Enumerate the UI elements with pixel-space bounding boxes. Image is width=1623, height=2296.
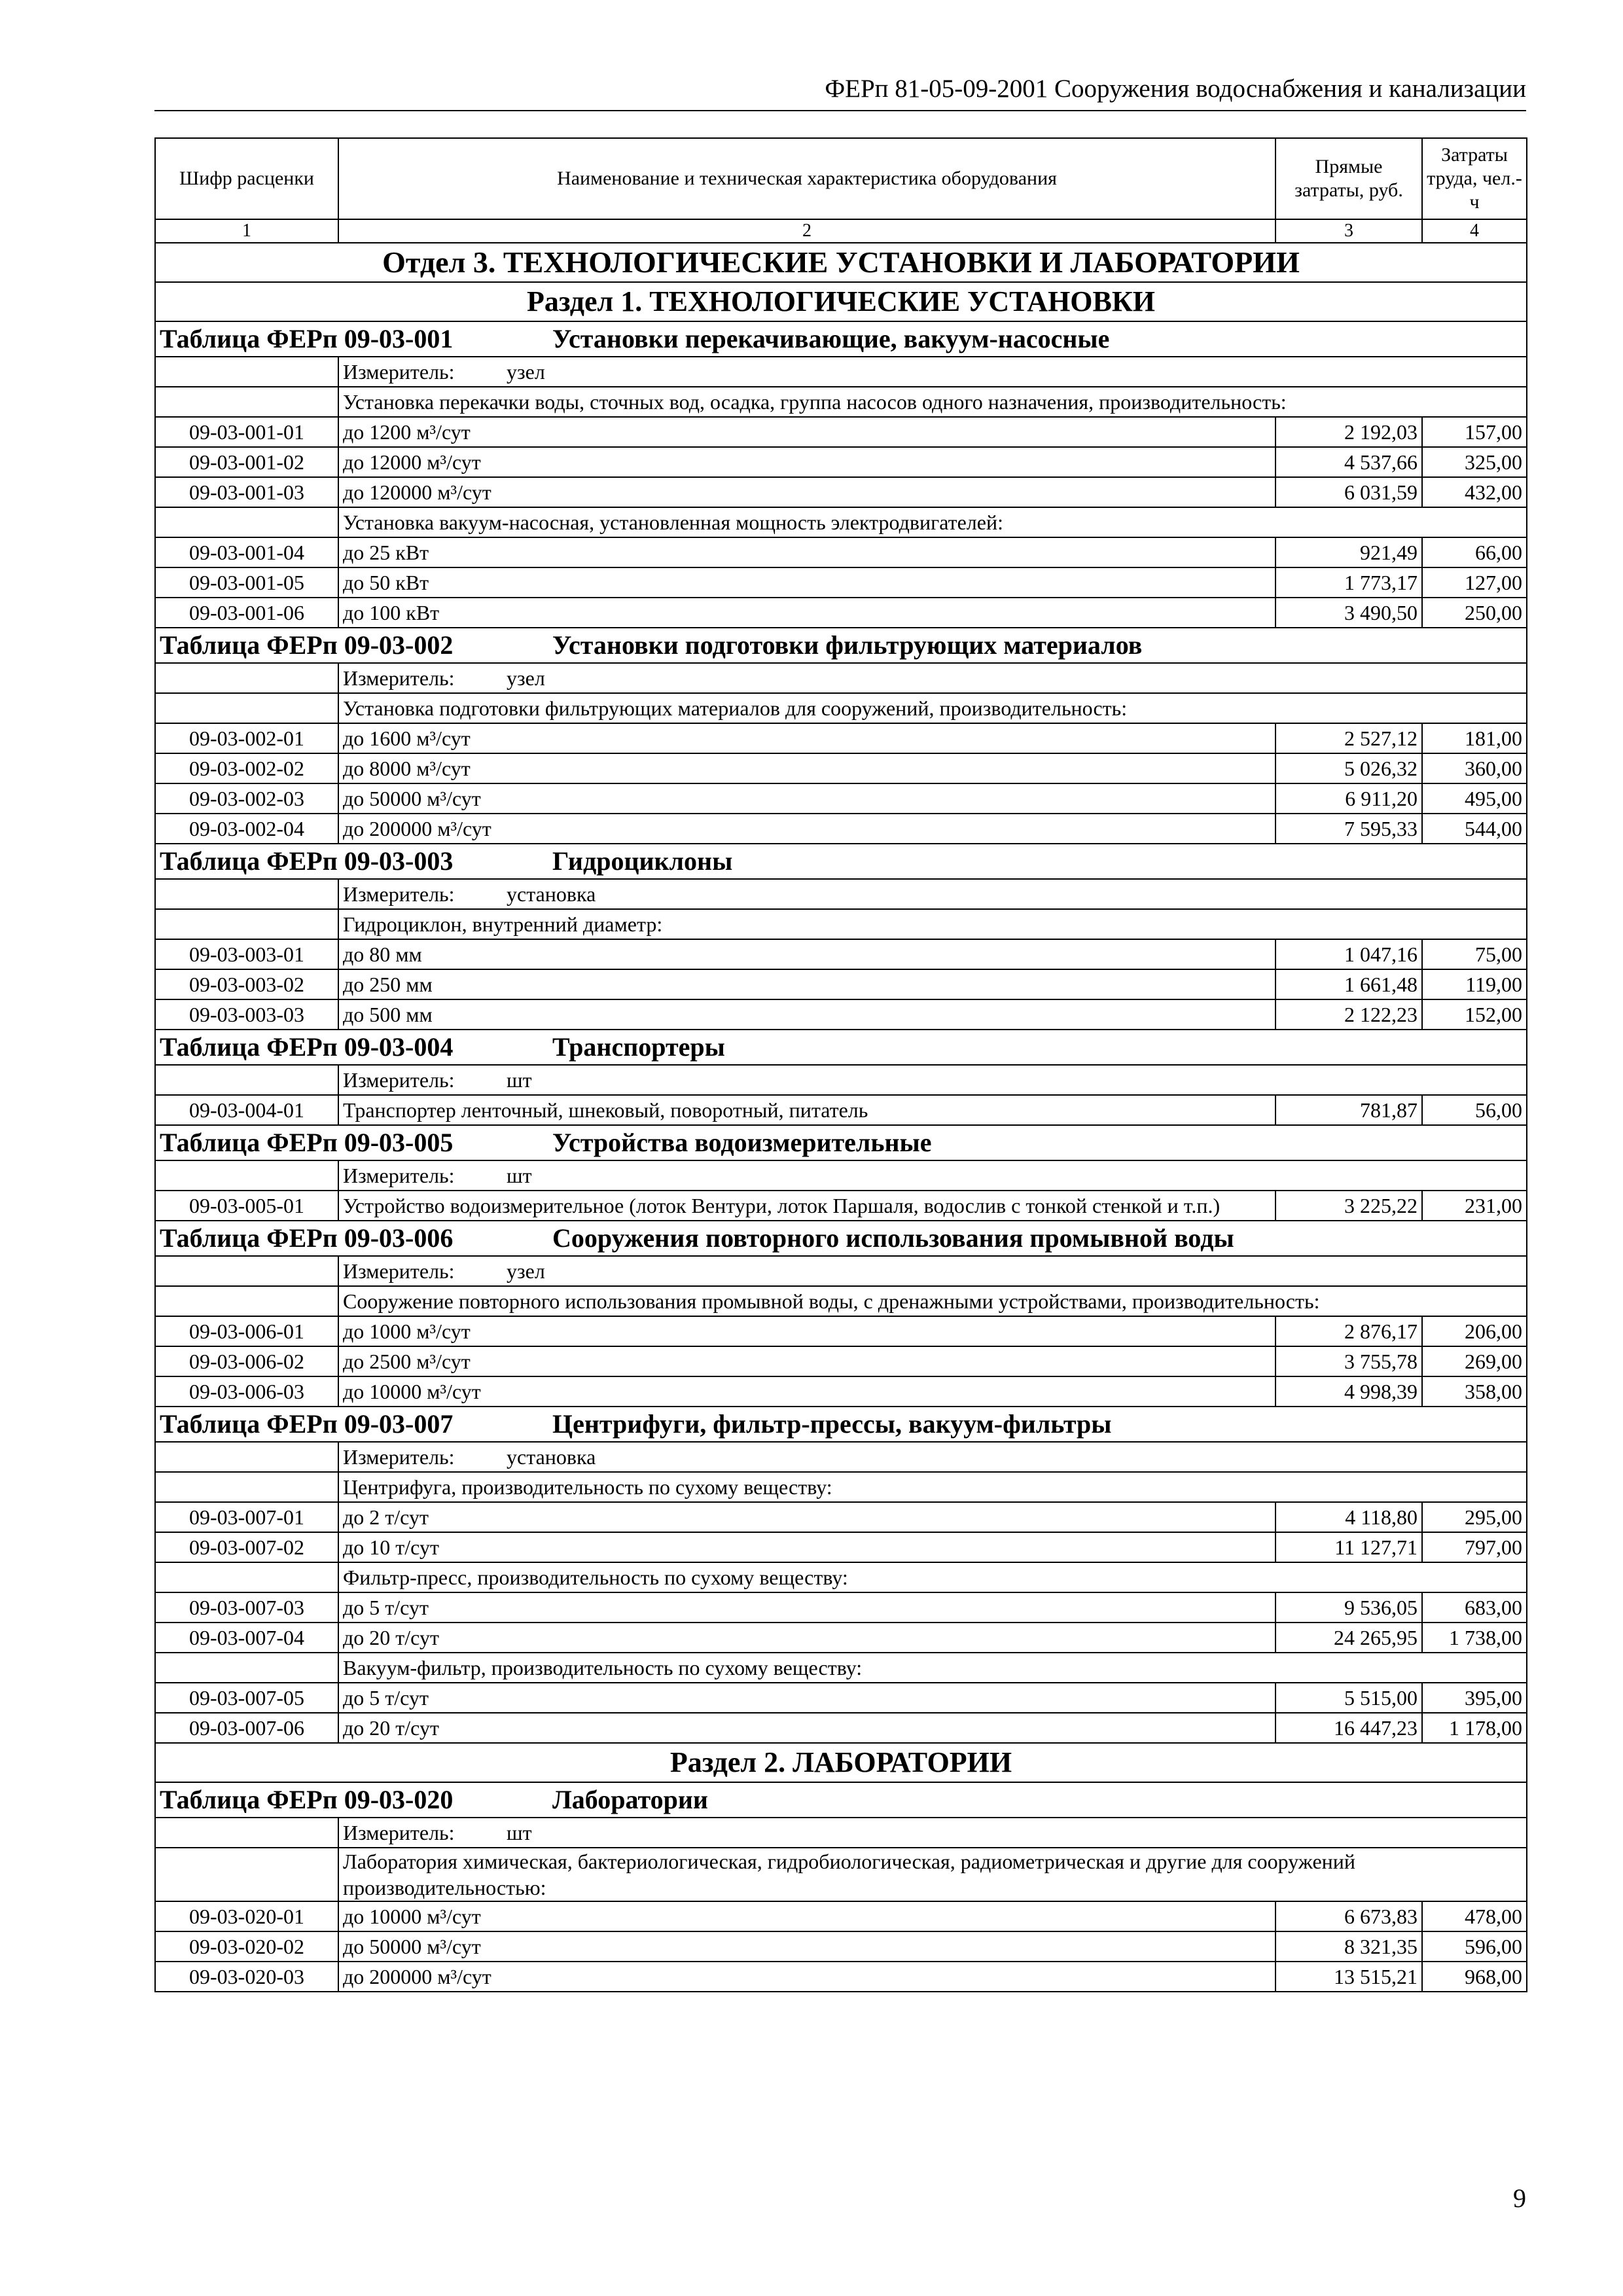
header-title: ФЕРп 81-05-09-2001 Сооружения водоснабжения и канализации — [825, 75, 1526, 103]
measure-label: Измеритель: — [343, 1821, 455, 1844]
department-heading: Отдел 3. ТЕХНОЛОГИЧЕСКИЕ УСТАНОВКИ И ЛАБОРАТОРИИ — [155, 243, 1527, 282]
labor-cost: 66,00 — [1422, 537, 1527, 567]
measure-value: узел — [507, 360, 545, 384]
price-code: 09-03-006-02 — [155, 1346, 338, 1376]
col-index: 3 — [1275, 219, 1422, 243]
group-description: Установка перекачки воды, сточных вод, осадка, группа насосов одного назначения, производительность: — [338, 387, 1527, 417]
measure-value: узел — [507, 666, 545, 690]
table-row — [155, 1346, 1527, 1376]
price-code: 09-03-002-01 — [155, 723, 338, 753]
labor-cost: 157,00 — [1422, 417, 1527, 447]
labor-cost: 56,00 — [1422, 1095, 1527, 1125]
measure-unit — [338, 1065, 1527, 1095]
direct-cost: 16 447,23 — [1275, 1713, 1422, 1743]
direct-cost: 5 026,32 — [1275, 753, 1422, 783]
table-title: Транспортеры — [552, 1032, 725, 1062]
direct-cost: 4 998,39 — [1275, 1376, 1422, 1407]
direct-cost: 6 673,83 — [1275, 1901, 1422, 1931]
measure-label: Измеритель: — [343, 1445, 455, 1469]
empty-cell — [155, 357, 338, 387]
table-title: Гидроциклоны — [552, 846, 733, 876]
group-description-row — [155, 1653, 1527, 1683]
col-header-labor: Затраты труда, чел.-ч — [1422, 138, 1527, 219]
empty-cell — [155, 1653, 338, 1683]
table-title: Установки перекачивающие, вакуум-насосные — [552, 324, 1110, 353]
item-name: до 100 кВт — [338, 598, 1275, 628]
labor-cost: 596,00 — [1422, 1931, 1527, 1962]
col-index: 1 — [155, 219, 338, 243]
group-description-row — [155, 387, 1527, 417]
table-code: Таблица ФЕРп 09-03-002 — [160, 630, 454, 660]
measure-unit-row — [155, 663, 1527, 693]
price-code: 09-03-007-02 — [155, 1532, 338, 1562]
measure-unit-row — [155, 1442, 1527, 1472]
empty-cell — [155, 1472, 338, 1502]
direct-cost: 13 515,21 — [1275, 1962, 1422, 1992]
item-name: Устройство водоизмерительное (лоток Вентури, лоток Паршаля, водослив с тонкой стенкой и т.п.) — [338, 1191, 1275, 1221]
table-code: Таблица ФЕРп 09-03-006 — [160, 1223, 454, 1253]
table-row — [155, 1962, 1527, 1992]
table-row — [155, 999, 1527, 1030]
price-code: 09-03-002-02 — [155, 753, 338, 783]
price-code: 09-03-001-04 — [155, 537, 338, 567]
table-heading — [155, 844, 1527, 879]
labor-cost: 495,00 — [1422, 783, 1527, 814]
table-heading — [155, 1221, 1527, 1256]
table-row — [155, 1931, 1527, 1962]
labor-cost: 360,00 — [1422, 753, 1527, 783]
measure-unit-row — [155, 357, 1527, 387]
measure-unit — [338, 1818, 1527, 1848]
item-name: Транспортер ленточный, шнековый, поворотный, питатель — [338, 1095, 1275, 1125]
table-row — [155, 1532, 1527, 1562]
table-row — [155, 1095, 1527, 1125]
direct-cost: 7 595,33 — [1275, 814, 1422, 844]
table-row — [155, 814, 1527, 844]
item-name: до 50000 м³/сут — [338, 783, 1275, 814]
table-body — [155, 243, 1527, 1992]
labor-cost: 1 178,00 — [1422, 1713, 1527, 1743]
empty-cell — [155, 1442, 338, 1472]
group-description: Установка подготовки фильтрующих материалов для сооружений, производительность: — [338, 693, 1527, 723]
direct-cost: 8 321,35 — [1275, 1931, 1422, 1962]
table-row — [155, 1623, 1527, 1653]
labor-cost: 250,00 — [1422, 598, 1527, 628]
table-title: Устройства водоизмерительные — [552, 1128, 932, 1157]
group-description: Центрифуга, производительность по сухому веществу: — [338, 1472, 1527, 1502]
table-row — [155, 783, 1527, 814]
price-code: 09-03-007-01 — [155, 1502, 338, 1532]
price-code: 09-03-007-05 — [155, 1683, 338, 1713]
measure-label: Измеритель: — [343, 360, 455, 384]
table-heading — [155, 1030, 1527, 1065]
labor-cost: 683,00 — [1422, 1592, 1527, 1623]
empty-cell — [155, 1160, 338, 1191]
group-description-row — [155, 1472, 1527, 1502]
column-index-row — [155, 219, 1527, 243]
table-heading-row — [155, 844, 1527, 879]
labor-cost: 75,00 — [1422, 939, 1527, 969]
direct-cost: 2 122,23 — [1275, 999, 1422, 1030]
item-name: до 20 т/сут — [338, 1713, 1275, 1743]
labor-cost: 395,00 — [1422, 1683, 1527, 1713]
table-row — [155, 1683, 1527, 1713]
direct-cost: 781,87 — [1275, 1095, 1422, 1125]
direct-cost: 1 661,48 — [1275, 969, 1422, 999]
col-index: 4 — [1422, 219, 1527, 243]
empty-cell — [155, 1848, 338, 1901]
table-heading-row — [155, 1407, 1527, 1442]
empty-cell — [155, 507, 338, 537]
empty-cell — [155, 387, 338, 417]
table-heading-row — [155, 321, 1527, 357]
labor-cost: 432,00 — [1422, 477, 1527, 507]
page-header — [154, 73, 1526, 111]
group-description-row — [155, 1286, 1527, 1316]
group-description-row — [155, 1848, 1527, 1901]
price-code: 09-03-007-04 — [155, 1623, 338, 1653]
item-name: до 500 мм — [338, 999, 1275, 1030]
item-name: до 10000 м³/сут — [338, 1901, 1275, 1931]
price-code: 09-03-003-01 — [155, 939, 338, 969]
labor-cost: 325,00 — [1422, 447, 1527, 477]
direct-cost: 6 031,59 — [1275, 477, 1422, 507]
table-code: Таблица ФЕРп 09-03-004 — [160, 1032, 454, 1062]
table-code: Таблица ФЕРп 09-03-005 — [160, 1128, 454, 1157]
group-description: Лаборатория химическая, бактериологическая, гидробиологическая, радиометрическая и другие для сооружений производительностью: — [338, 1848, 1527, 1901]
price-code: 09-03-002-04 — [155, 814, 338, 844]
measure-unit — [338, 1256, 1527, 1286]
table-row — [155, 1901, 1527, 1931]
col-header-name: Наименование и техническая характеристика оборудования — [338, 138, 1275, 219]
col-index: 2 — [338, 219, 1275, 243]
labor-cost: 119,00 — [1422, 969, 1527, 999]
item-name: до 5 т/сут — [338, 1592, 1275, 1623]
labor-cost: 968,00 — [1422, 1962, 1527, 1992]
labor-cost: 181,00 — [1422, 723, 1527, 753]
item-name: до 20 т/сут — [338, 1623, 1275, 1653]
price-code: 09-03-001-06 — [155, 598, 338, 628]
table-code: Таблица ФЕРп 09-03-003 — [160, 846, 454, 876]
measure-unit — [338, 357, 1527, 387]
price-code: 09-03-001-02 — [155, 447, 338, 477]
direct-cost: 3 225,22 — [1275, 1191, 1422, 1221]
item-name: до 10 т/сут — [338, 1532, 1275, 1562]
empty-cell — [155, 1818, 338, 1848]
item-name: до 12000 м³/сут — [338, 447, 1275, 477]
column-header-row — [155, 138, 1527, 219]
group-description-row — [155, 693, 1527, 723]
table-row — [155, 567, 1527, 598]
page-number: 9 — [1513, 2183, 1526, 2213]
labor-cost: 152,00 — [1422, 999, 1527, 1030]
item-name: до 1200 м³/сут — [338, 417, 1275, 447]
item-name: до 50000 м³/сут — [338, 1931, 1275, 1962]
table-heading — [155, 1782, 1527, 1818]
table-heading-row — [155, 1125, 1527, 1160]
item-name: до 1000 м³/сут — [338, 1316, 1275, 1346]
price-code: 09-03-004-01 — [155, 1095, 338, 1125]
table-row — [155, 417, 1527, 447]
price-code: 09-03-007-03 — [155, 1592, 338, 1623]
section-heading-row — [155, 282, 1527, 321]
item-name: до 80 мм — [338, 939, 1275, 969]
table-row — [155, 1592, 1527, 1623]
measure-label: Измеритель: — [343, 666, 455, 690]
empty-cell — [155, 879, 338, 909]
measure-unit — [338, 1442, 1527, 1472]
labor-cost: 295,00 — [1422, 1502, 1527, 1532]
measure-unit — [338, 663, 1527, 693]
table-row — [155, 1316, 1527, 1346]
price-code: 09-03-006-01 — [155, 1316, 338, 1346]
direct-cost: 3 490,50 — [1275, 598, 1422, 628]
table-row — [155, 969, 1527, 999]
table-row — [155, 939, 1527, 969]
measure-unit — [338, 879, 1527, 909]
table-title: Лаборатории — [552, 1785, 708, 1814]
empty-cell — [155, 663, 338, 693]
labor-cost: 1 738,00 — [1422, 1623, 1527, 1653]
department-heading-row — [155, 243, 1527, 282]
table-heading-row — [155, 1782, 1527, 1818]
empty-cell — [155, 1562, 338, 1592]
price-code: 09-03-003-02 — [155, 969, 338, 999]
table-heading-row — [155, 628, 1527, 663]
table-row — [155, 1713, 1527, 1743]
item-name: до 10000 м³/сут — [338, 1376, 1275, 1407]
item-name: до 200000 м³/сут — [338, 1962, 1275, 1992]
empty-cell — [155, 1286, 338, 1316]
table-heading — [155, 628, 1527, 663]
group-description: Сооружение повторного использования промывной воды, с дренажными устройствами, производительность: — [338, 1286, 1527, 1316]
price-code: 09-03-020-03 — [155, 1962, 338, 1992]
measure-unit-row — [155, 879, 1527, 909]
measure-value: шт — [507, 1821, 532, 1844]
table-heading — [155, 1407, 1527, 1442]
direct-cost: 921,49 — [1275, 537, 1422, 567]
group-description-row — [155, 507, 1527, 537]
item-name: до 250 мм — [338, 969, 1275, 999]
direct-cost: 11 127,71 — [1275, 1532, 1422, 1562]
price-code: 09-03-001-03 — [155, 477, 338, 507]
measure-label: Измеритель: — [343, 1068, 455, 1092]
group-description: Гидроциклон, внутренний диаметр: — [338, 909, 1527, 939]
table-title: Установки подготовки фильтрующих материалов — [552, 630, 1143, 660]
direct-cost: 9 536,05 — [1275, 1592, 1422, 1623]
measure-unit-row — [155, 1065, 1527, 1095]
group-description: Установка вакуум-насосная, установленная мощность электродвигателей: — [338, 507, 1527, 537]
labor-cost: 206,00 — [1422, 1316, 1527, 1346]
section-heading-row — [155, 1743, 1527, 1782]
price-table — [154, 137, 1527, 1992]
direct-cost: 2 876,17 — [1275, 1316, 1422, 1346]
table-row — [155, 723, 1527, 753]
price-code: 09-03-007-06 — [155, 1713, 338, 1743]
item-name: до 120000 м³/сут — [338, 477, 1275, 507]
table-heading-row — [155, 1030, 1527, 1065]
item-name: до 5 т/сут — [338, 1683, 1275, 1713]
labor-cost: 231,00 — [1422, 1191, 1527, 1221]
section-heading: Раздел 2. ЛАБОРАТОРИИ — [155, 1743, 1527, 1782]
price-code: 09-03-020-02 — [155, 1931, 338, 1962]
measure-unit-row — [155, 1160, 1527, 1191]
col-header-cost: Прямые затраты, руб. — [1275, 138, 1422, 219]
price-code: 09-03-002-03 — [155, 783, 338, 814]
table-heading-row — [155, 1221, 1527, 1256]
item-name: до 200000 м³/сут — [338, 814, 1275, 844]
price-code: 09-03-001-01 — [155, 417, 338, 447]
section-heading: Раздел 1. ТЕХНОЛОГИЧЕСКИЕ УСТАНОВКИ — [155, 282, 1527, 321]
item-name: до 50 кВт — [338, 567, 1275, 598]
measure-label: Измеритель: — [343, 1164, 455, 1187]
table-row — [155, 1191, 1527, 1221]
table-code: Таблица ФЕРп 09-03-020 — [160, 1785, 454, 1814]
group-description-row — [155, 1562, 1527, 1592]
labor-cost: 127,00 — [1422, 567, 1527, 598]
table-row — [155, 447, 1527, 477]
measure-unit-row — [155, 1256, 1527, 1286]
measure-value: установка — [507, 1445, 596, 1469]
empty-cell — [155, 1065, 338, 1095]
table-heading — [155, 321, 1527, 357]
price-code: 09-03-020-01 — [155, 1901, 338, 1931]
measure-value: шт — [507, 1164, 532, 1187]
labor-cost: 544,00 — [1422, 814, 1527, 844]
table-code: Таблица ФЕРп 09-03-001 — [160, 324, 454, 353]
col-header-code: Шифр расценки — [155, 138, 338, 219]
labor-cost: 478,00 — [1422, 1901, 1527, 1931]
measure-label: Измеритель: — [343, 1259, 455, 1283]
direct-cost: 24 265,95 — [1275, 1623, 1422, 1653]
direct-cost: 6 911,20 — [1275, 783, 1422, 814]
labor-cost: 269,00 — [1422, 1346, 1527, 1376]
table-row — [155, 477, 1527, 507]
price-code: 09-03-006-03 — [155, 1376, 338, 1407]
measure-value: шт — [507, 1068, 532, 1092]
item-name: до 25 кВт — [338, 537, 1275, 567]
group-description-row — [155, 909, 1527, 939]
price-code: 09-03-005-01 — [155, 1191, 338, 1221]
direct-cost: 2 527,12 — [1275, 723, 1422, 753]
direct-cost: 1 773,17 — [1275, 567, 1422, 598]
price-code: 09-03-003-03 — [155, 999, 338, 1030]
group-description: Фильтр-пресс, производительность по сухому веществу: — [338, 1562, 1527, 1592]
direct-cost: 1 047,16 — [1275, 939, 1422, 969]
item-name: до 2 т/сут — [338, 1502, 1275, 1532]
direct-cost: 2 192,03 — [1275, 417, 1422, 447]
empty-cell — [155, 1256, 338, 1286]
measure-unit-row — [155, 1818, 1527, 1848]
table-heading — [155, 1125, 1527, 1160]
direct-cost: 3 755,78 — [1275, 1346, 1422, 1376]
group-description: Вакуум-фильтр, производительность по сухому веществу: — [338, 1653, 1527, 1683]
table-row — [155, 1502, 1527, 1532]
table-title: Сооружения повторного использования промывной воды — [552, 1223, 1234, 1253]
item-name: до 1600 м³/сут — [338, 723, 1275, 753]
direct-cost: 5 515,00 — [1275, 1683, 1422, 1713]
empty-cell — [155, 909, 338, 939]
price-code: 09-03-001-05 — [155, 567, 338, 598]
table-row — [155, 537, 1527, 567]
labor-cost: 358,00 — [1422, 1376, 1527, 1407]
table-row — [155, 598, 1527, 628]
measure-label: Измеритель: — [343, 882, 455, 906]
item-name: до 2500 м³/сут — [338, 1346, 1275, 1376]
table-title: Центрифуги, фильтр-прессы, вакуум-фильтры — [552, 1409, 1112, 1439]
item-name: до 8000 м³/сут — [338, 753, 1275, 783]
measure-unit — [338, 1160, 1527, 1191]
measure-value: узел — [507, 1259, 545, 1283]
direct-cost: 4 118,80 — [1275, 1502, 1422, 1532]
empty-cell — [155, 693, 338, 723]
direct-cost: 4 537,66 — [1275, 447, 1422, 477]
table-row — [155, 1376, 1527, 1407]
table-row — [155, 753, 1527, 783]
table-code: Таблица ФЕРп 09-03-007 — [160, 1409, 454, 1439]
measure-value: установка — [507, 882, 596, 906]
labor-cost: 797,00 — [1422, 1532, 1527, 1562]
